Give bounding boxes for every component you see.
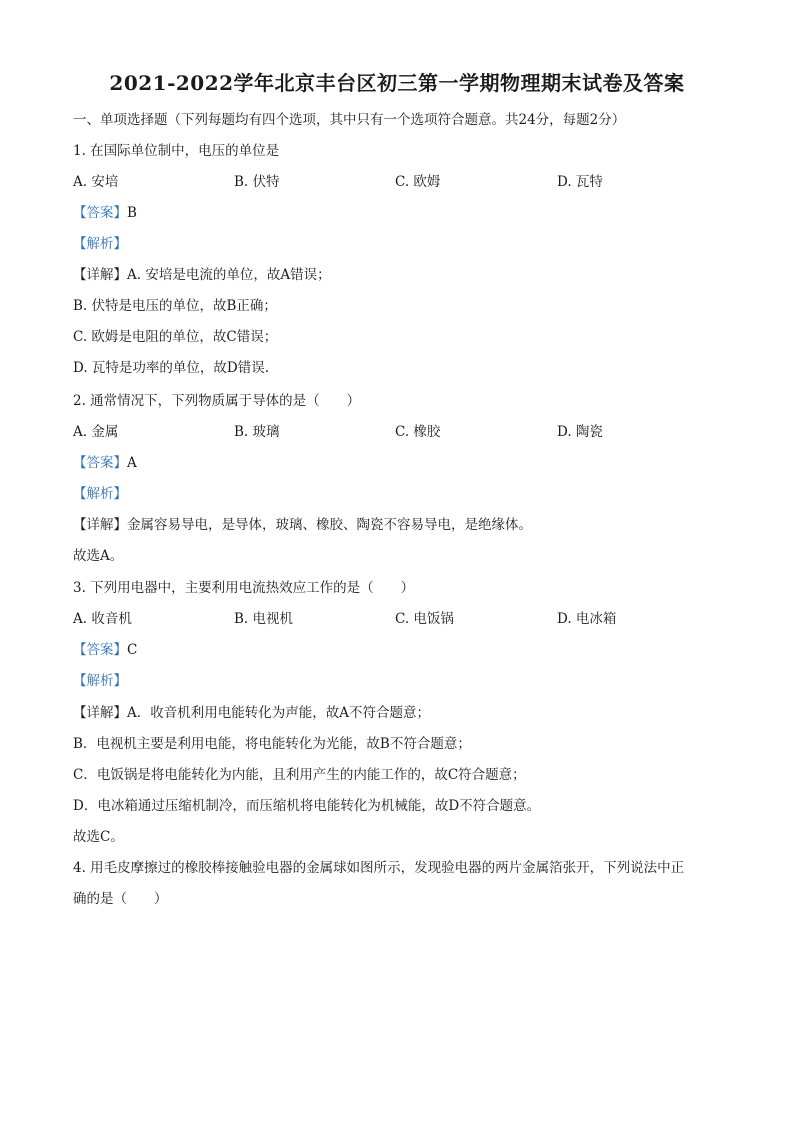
section-heading: 一、单项选择题（下列每题均有四个选项，其中只有一个选项符合题意。共24分，每题2分）	[73, 112, 626, 128]
question-1-options	[73, 173, 733, 191]
question-3-analysis	[73, 672, 127, 690]
question-2-analysis	[73, 485, 127, 503]
option-a: A. 安培	[73, 174, 119, 190]
option-a: A. 金属	[73, 424, 119, 440]
question-3-options	[73, 610, 733, 628]
question-4-stem: 4. 用毛皮摩擦过的橡胶棒接触验电器的金属球如图所示，发现验电器的两片金属箔张开，下列说法中正	[73, 860, 685, 876]
detail-line: D. 瓦特是功率的单位，故D错误.	[73, 360, 270, 376]
option-c: C. 电饭锅	[395, 611, 454, 627]
answer-value: C	[127, 642, 138, 658]
detail-line: B. 伏特是电压的单位，故B正确；	[73, 298, 277, 314]
question-1-answer	[73, 204, 137, 222]
question-1-detail	[73, 266, 331, 284]
answer-label: 【答案】	[73, 205, 127, 221]
detail-line: 故选C。	[73, 829, 124, 845]
detail-label: 【详解】	[73, 705, 127, 721]
option-a: A. 收音机	[73, 611, 132, 627]
question-2-answer	[73, 454, 137, 472]
option-d: D. 电冰箱	[557, 611, 617, 627]
detail-label: 【详解】	[73, 517, 127, 533]
answer-value: A	[127, 455, 137, 471]
detail-label: 【详解】	[73, 267, 127, 283]
question-2-options	[73, 423, 733, 441]
option-d: D. 陶瓷	[557, 424, 603, 440]
option-b: B. 玻璃	[234, 424, 280, 440]
answer-value: B	[127, 205, 137, 221]
option-c: C. 橡胶	[395, 424, 441, 440]
analysis-label: 【解析】	[73, 486, 127, 502]
detail-line: 故选A。	[73, 548, 124, 564]
analysis-label: 【解析】	[73, 236, 127, 252]
question-1-stem: 1. 在国际单位制中，电压的单位是	[73, 143, 280, 159]
option-b: B. 伏特	[234, 174, 280, 190]
detail-line: B．电视机主要是利用电能，将电能转化为光能，故B不符合题意；	[73, 736, 471, 752]
question-3-stem: 3. 下列用电器中，主要利用电流热效应工作的是（ ）	[73, 580, 415, 596]
question-2-stem: 2. 通常情况下，下列物质属于导体的是（ ）	[73, 393, 361, 409]
question-3-detail	[73, 704, 430, 722]
detail-line: D．电冰箱通过压缩机制冷，而压缩机将电能转化为机械能，故D不符合题意。	[73, 798, 541, 814]
question-1-analysis	[73, 235, 127, 253]
detail-line: 金属容易导电，是导体，玻璃、橡胶、陶瓷不容易导电，是绝缘体。	[127, 517, 532, 533]
analysis-label: 【解析】	[73, 673, 127, 689]
question-3-answer	[73, 641, 137, 659]
option-c: C. 欧姆	[395, 174, 441, 190]
option-b: B. 电视机	[234, 611, 294, 627]
detail-line: C. 欧姆是电阻的单位，故C错误；	[73, 329, 278, 345]
question-4-stem-cont: 确的是（ ）	[73, 891, 168, 907]
question-2-detail	[73, 516, 532, 534]
answer-label: 【答案】	[73, 455, 127, 471]
answer-label: 【答案】	[73, 642, 127, 658]
option-d: D. 瓦特	[557, 174, 603, 190]
page-title: 2021-2022学年北京丰台区初三第一学期物理期末试卷及答案	[109, 71, 685, 95]
detail-line: A. 安培是电流的单位，故A错误；	[127, 267, 331, 283]
detail-line: A．收音机利用电能转化为声能，故A不符合题意；	[127, 705, 430, 721]
detail-line: C．电饭锅是将电能转化为内能，且利用产生的内能工作的，故C符合题意；	[73, 767, 526, 783]
